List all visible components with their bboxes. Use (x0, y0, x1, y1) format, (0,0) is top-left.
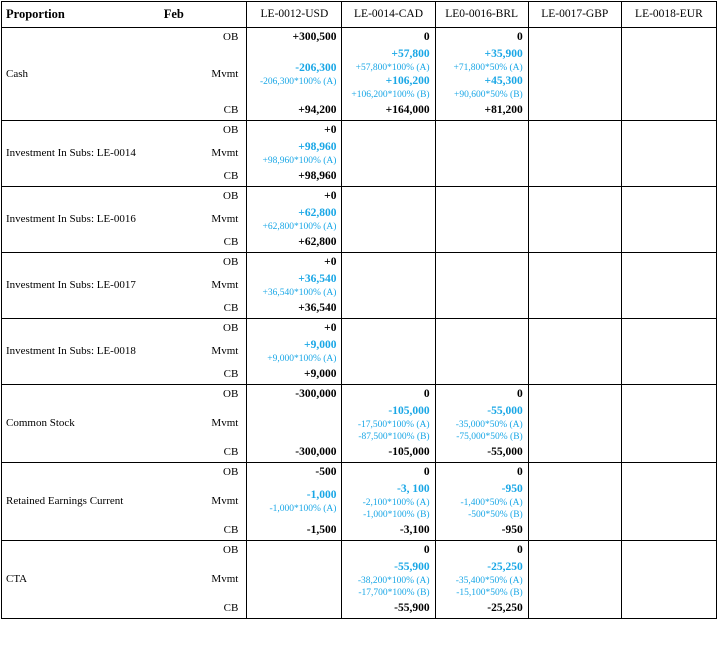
mvmt-cell (528, 404, 621, 443)
ob-cell (247, 541, 342, 561)
mvmt-amount: +36,540 (298, 273, 337, 285)
ob-cell (247, 385, 342, 405)
mvmt-cell (342, 140, 435, 167)
mvmt-amount: -55,900 (394, 561, 430, 573)
ob-cell (435, 385, 528, 405)
ob-row (2, 28, 717, 48)
mvmt-amount: +35,900 (484, 48, 523, 60)
ob-label: OB (152, 385, 247, 405)
cb-cell (528, 521, 621, 541)
cb-value: +94,200 (298, 104, 337, 116)
mvmt-formula: +98,960*100% (A) (262, 156, 337, 166)
ob-cell (342, 463, 435, 483)
cb-cell (435, 233, 528, 253)
cb-cell (528, 443, 621, 463)
mvmt-cell (621, 482, 716, 521)
cb-cell (247, 167, 342, 187)
mvmt-cell (621, 404, 716, 443)
mvmt-cell (528, 206, 621, 233)
ob-cell (342, 319, 435, 339)
mvmt-cell (342, 338, 435, 365)
ob-label: OB (152, 463, 247, 483)
cb-cell (435, 167, 528, 187)
mvmt-cell (435, 47, 528, 101)
ob-cell (528, 253, 621, 273)
mvmt-amount: +106,200 (385, 75, 430, 87)
mvmt-cell (435, 560, 528, 599)
cb-value: -1,500 (306, 524, 337, 536)
cb-cell (528, 101, 621, 121)
cb-value: -300,000 (295, 446, 337, 458)
mvmt-cell (621, 560, 716, 599)
mvmt-cell (247, 47, 342, 101)
account-label: Investment In Subs: LE-0016 (2, 187, 152, 253)
cb-cell (435, 365, 528, 385)
cb-cell (435, 599, 528, 619)
mvmt-cell (342, 206, 435, 233)
ob-cell (435, 187, 528, 207)
mvmt-cell (342, 404, 435, 443)
ob-value: -500 (315, 466, 337, 478)
cb-cell (342, 167, 435, 187)
ob-label: OB (152, 319, 247, 339)
mvmt-amount: -55,000 (487, 405, 523, 417)
mvmt-cell (435, 338, 528, 365)
cb-cell (247, 521, 342, 541)
mvmt-formula: +9,000*100% (A) (267, 354, 337, 364)
cb-cell (621, 167, 716, 187)
ob-cell (435, 28, 528, 48)
mvmt-formula: -1,000*100% (B) (363, 510, 430, 520)
ob-label: OB (152, 121, 247, 141)
mvmt-cell (621, 140, 716, 167)
ob-cell (247, 253, 342, 273)
ob-value: 0 (423, 388, 430, 400)
cb-cell (621, 299, 716, 319)
mvmt-label: Mvmt (211, 573, 239, 585)
ob-cell (621, 187, 716, 207)
account-label: Retained Earnings Current (2, 463, 152, 541)
cb-cell (247, 101, 342, 121)
ob-cell (528, 28, 621, 48)
entity-header-usd: LE-0012-USD (247, 2, 342, 28)
ob-cell (528, 385, 621, 405)
ob-cell (528, 463, 621, 483)
mvmt-formula: +71,800*50% (A) (453, 63, 523, 73)
cb-cell (247, 233, 342, 253)
mvmt-cell (528, 140, 621, 167)
ob-cell (247, 463, 342, 483)
ob-cell (342, 187, 435, 207)
cb-value: -25,250 (487, 602, 523, 614)
mvmt-formula: -87,500*100% (B) (358, 432, 430, 442)
cb-cell (435, 299, 528, 319)
ob-cell (342, 541, 435, 561)
mvmt-formula: +62,800*100% (A) (262, 222, 337, 232)
ob-value: 0 (516, 388, 523, 400)
mvmt-formula: +90,600*50% (B) (454, 90, 523, 100)
mvmt-formula: -15,100*50% (B) (456, 588, 523, 598)
cb-cell (247, 443, 342, 463)
table-body (2, 28, 717, 619)
entity-header-brl: LE0-0016-BRL (435, 2, 528, 28)
cb-cell (621, 233, 716, 253)
cb-label: CB (152, 101, 247, 121)
mvmt-label: Mvmt (211, 279, 239, 291)
account-label: Common Stock (2, 385, 152, 463)
cb-value: +62,800 (298, 236, 337, 248)
ob-row (2, 121, 717, 141)
cb-cell (342, 443, 435, 463)
ob-value: +0 (324, 190, 337, 202)
entity-header-cad: LE-0014-CAD (342, 2, 435, 28)
ob-cell (247, 121, 342, 141)
cb-cell (621, 599, 716, 619)
ob-value: 0 (423, 466, 430, 478)
cb-value: -55,900 (394, 602, 430, 614)
mvmt-cell (342, 560, 435, 599)
mvmt-label: Mvmt (211, 213, 239, 225)
cb-cell (621, 365, 716, 385)
header-row (2, 2, 717, 28)
cb-cell (528, 599, 621, 619)
mvmt-formula: -1,400*50% (A) (460, 498, 523, 508)
ob-cell (621, 385, 716, 405)
mvmt-cell (342, 272, 435, 299)
cb-value: +98,960 (298, 170, 337, 182)
mvmt-cell (435, 482, 528, 521)
mvmt-formula: -1,000*100% (A) (269, 504, 337, 514)
ob-row (2, 187, 717, 207)
ob-cell (435, 319, 528, 339)
ob-value: +0 (324, 322, 337, 334)
proportion-table (1, 1, 717, 619)
ob-cell (528, 121, 621, 141)
cb-value: +9,000 (304, 368, 337, 380)
entity-header-eur: LE-0018-EUR (621, 2, 716, 28)
ob-row (2, 385, 717, 405)
cb-value: -105,000 (388, 446, 430, 458)
cb-cell (247, 365, 342, 385)
proportion-header: Proportion (2, 2, 152, 28)
ob-cell (528, 187, 621, 207)
mvmt-formula: -35,000*50% (A) (455, 420, 523, 430)
ob-cell (342, 28, 435, 48)
cb-cell (435, 443, 528, 463)
cb-cell (528, 365, 621, 385)
mvmt-label: Mvmt (211, 67, 239, 80)
mvmt-cell (435, 206, 528, 233)
mvmt-cell (247, 482, 342, 521)
mvmt-cell (342, 482, 435, 521)
cb-label: CB (152, 365, 247, 385)
ob-cell (342, 253, 435, 273)
mvmt-label: Mvmt (211, 147, 239, 159)
mvmt-cell (621, 272, 716, 299)
mvmt-formula: -17,500*100% (A) (357, 420, 430, 430)
ob-cell (342, 121, 435, 141)
mvmt-amount: -206,300 (295, 61, 337, 74)
mvmt-amount: -105,000 (388, 405, 430, 417)
account-label: CTA (2, 541, 152, 619)
mvmt-cell (435, 404, 528, 443)
mvmt-cell (621, 47, 716, 101)
cb-cell (435, 101, 528, 121)
mvmt-label: Mvmt (211, 345, 239, 357)
mvmt-label: Mvmt (211, 495, 239, 507)
mvmt-cell (435, 140, 528, 167)
mvmt-formula: +106,200*100% (B) (351, 90, 430, 100)
mvmt-formula: -500*50% (B) (468, 510, 523, 520)
mvmt-amount: -25,250 (487, 561, 523, 573)
ob-cell (342, 385, 435, 405)
cb-value: -55,000 (487, 446, 523, 458)
account-label: Investment In Subs: LE-0018 (2, 319, 152, 385)
mvmt-cell (435, 272, 528, 299)
ob-cell (247, 319, 342, 339)
ob-value: +0 (324, 256, 337, 268)
cb-cell (342, 365, 435, 385)
mvmt-cell (247, 404, 342, 443)
period-header: Feb (152, 2, 247, 28)
mvmt-formula: -38,200*100% (A) (357, 576, 430, 586)
ob-label: OB (152, 541, 247, 561)
mvmt-cell (528, 482, 621, 521)
mvmt-formula: +57,800*100% (A) (355, 63, 430, 73)
ob-cell (621, 319, 716, 339)
ob-value: +300,500 (292, 31, 337, 43)
ob-cell (621, 253, 716, 273)
ob-row (2, 541, 717, 561)
ob-value: 0 (516, 466, 523, 478)
ob-cell (247, 28, 342, 48)
cb-cell (247, 599, 342, 619)
cb-cell (342, 521, 435, 541)
ob-value: 0 (516, 31, 523, 43)
mvmt-formula: -206,300*100% (A) (259, 76, 337, 87)
mvmt-amount: +9,000 (304, 339, 337, 351)
cb-cell (621, 443, 716, 463)
ob-cell (435, 463, 528, 483)
cb-value: +81,200 (484, 104, 523, 116)
account-label: Investment In Subs: LE-0014 (2, 121, 152, 187)
ob-cell (528, 541, 621, 561)
ob-cell (621, 121, 716, 141)
ob-label: OB (152, 253, 247, 273)
ob-cell (247, 187, 342, 207)
cb-value: -950 (501, 524, 523, 536)
cb-label: CB (152, 167, 247, 187)
mvmt-cell (528, 47, 621, 101)
mvmt-cell (247, 140, 342, 167)
mvmt-amount: +57,800 (391, 48, 430, 60)
mvmt-formula: -75,000*50% (B) (456, 432, 523, 442)
cb-label: CB (152, 599, 247, 619)
ob-row (2, 319, 717, 339)
mvmt-cell (528, 272, 621, 299)
ob-cell (435, 121, 528, 141)
cb-cell (528, 167, 621, 187)
cb-value: +36,540 (298, 302, 337, 314)
ob-cell (435, 541, 528, 561)
ob-value: 0 (423, 31, 430, 43)
cb-cell (621, 521, 716, 541)
entity-header-gbp: LE-0017-GBP (528, 2, 621, 28)
cb-cell (621, 101, 716, 121)
mvmt-amount: +62,800 (298, 207, 337, 219)
account-label: Cash (2, 28, 152, 121)
mvmt-cell (621, 206, 716, 233)
cb-cell (342, 599, 435, 619)
cb-cell (342, 233, 435, 253)
mvmt-amount: -950 (501, 483, 523, 495)
ob-value: 0 (423, 544, 430, 556)
mvmt-amount: -3, 100 (396, 483, 430, 495)
mvmt-formula: -17,700*100% (B) (358, 588, 430, 598)
ob-label: OB (152, 28, 247, 48)
account-label: Investment In Subs: LE-0017 (2, 253, 152, 319)
ob-cell (435, 253, 528, 273)
ob-cell (528, 319, 621, 339)
mvmt-cell (247, 206, 342, 233)
cb-cell (528, 233, 621, 253)
mvmt-cell (528, 338, 621, 365)
ob-row (2, 253, 717, 273)
ob-row (2, 463, 717, 483)
mvmt-label: Mvmt (211, 417, 239, 429)
mvmt-formula: -2,100*100% (A) (362, 498, 430, 508)
cb-value: +164,000 (385, 104, 430, 116)
mvmt-cell (528, 560, 621, 599)
ob-value: -300,000 (295, 388, 337, 400)
cb-value: -3,100 (399, 524, 430, 536)
cb-label: CB (152, 521, 247, 541)
mvmt-amount: -1,000 (306, 489, 337, 501)
mvmt-cell (621, 338, 716, 365)
ob-cell (621, 463, 716, 483)
cb-label: CB (152, 299, 247, 319)
cb-label: CB (152, 233, 247, 253)
mvmt-amount: +98,960 (298, 141, 337, 153)
mvmt-cell (247, 272, 342, 299)
mvmt-formula: -35,400*50% (A) (455, 576, 523, 586)
mvmt-cell (247, 560, 342, 599)
ob-cell (621, 28, 716, 48)
mvmt-amount: +45,300 (484, 75, 523, 87)
ob-value: 0 (516, 544, 523, 556)
mvmt-formula: +36,540*100% (A) (262, 288, 337, 298)
ob-label: OB (152, 187, 247, 207)
cb-label: CB (152, 443, 247, 463)
cb-cell (247, 299, 342, 319)
cb-cell (342, 101, 435, 121)
ob-cell (621, 541, 716, 561)
cb-cell (342, 299, 435, 319)
cb-cell (528, 299, 621, 319)
mvmt-cell (342, 47, 435, 101)
cb-cell (435, 521, 528, 541)
mvmt-cell (247, 338, 342, 365)
ob-value: +0 (324, 124, 337, 136)
